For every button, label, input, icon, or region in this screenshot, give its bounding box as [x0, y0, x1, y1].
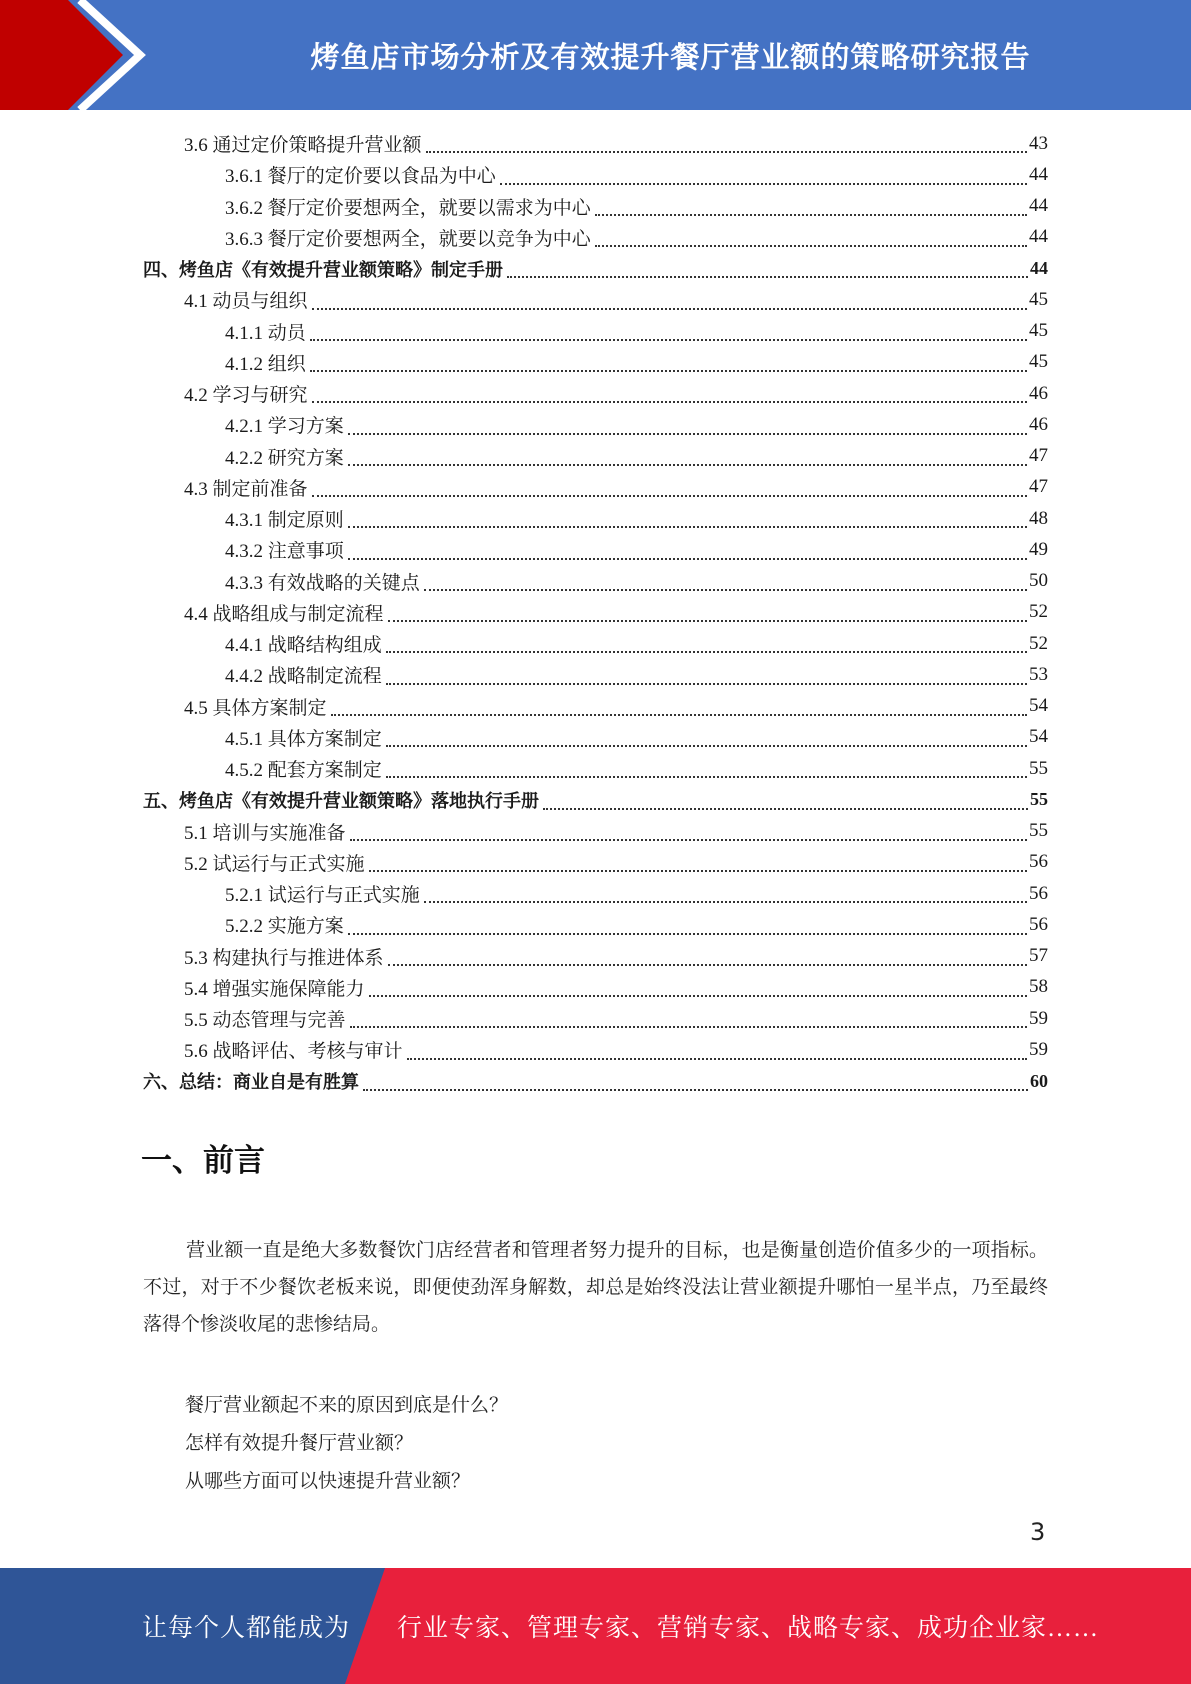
toc-leader-dots	[369, 852, 1027, 872]
intro-paragraph: 营业额一直是绝大多数餐饮门店经营者和管理者努力提升的目标，也是衡量创造价值多少的一项指标。不过，对于不少餐饮老板来说，即便使劲浑身解数，却总是始终没法让营业额提升哪怕一星半点，乃至最终落得个惨淡收尾的悲惨结局。	[143, 1240, 1048, 1335]
toc-entry-title: 五、烤鱼店《有效提升营业额策略》落地执行手册	[143, 790, 539, 812]
toc-entry[interactable]	[143, 503, 1048, 534]
toc-entry[interactable]	[143, 941, 1048, 972]
toc-entry[interactable]	[143, 722, 1048, 753]
toc-leader-dots	[595, 196, 1027, 216]
toc-entry-page: 55	[1029, 757, 1048, 779]
toc-entry[interactable]	[143, 284, 1048, 315]
toc-entry-title: 4.5 具体方案制定	[184, 697, 327, 719]
toc-leader-dots	[350, 821, 1027, 841]
toc-entry-title: 4.1.2 组织	[225, 353, 306, 375]
toc-entry[interactable]	[143, 441, 1048, 472]
toc-entry-title: 5.2 试运行与正式实施	[184, 853, 365, 875]
toc-entry-title: 六、总结：商业自是有胜算	[143, 1072, 359, 1094]
toc-leader-dots	[331, 696, 1027, 716]
toc-leader-dots	[507, 258, 1028, 278]
toc-leader-dots	[348, 915, 1027, 935]
toc-leader-dots	[386, 727, 1027, 747]
question-line: 怎样有效提升餐厅营业额？	[185, 1433, 414, 1454]
toc-entry[interactable]	[143, 566, 1048, 597]
toc-entry[interactable]	[143, 753, 1048, 784]
toc-entry-page: 56	[1029, 882, 1048, 904]
question-line: 餐厅营业额起不来的原因到底是什么？	[185, 1395, 509, 1416]
toc-leader-dots	[500, 165, 1027, 185]
toc-entry-page: 43	[1029, 132, 1048, 154]
toc-entry-title: 5.2.1 试运行与正式实施	[225, 885, 420, 907]
toc-entry[interactable]	[143, 816, 1048, 847]
toc-entry-title: 4.4.1 战略结构组成	[225, 635, 382, 657]
toc-leader-dots	[348, 446, 1027, 466]
toc-entry-page: 53	[1029, 663, 1048, 685]
toc-entry-page: 44	[1030, 258, 1048, 279]
toc-entry-page: 54	[1029, 695, 1048, 717]
toc-entry[interactable]	[143, 1034, 1048, 1065]
toc-entry[interactable]	[143, 972, 1048, 1003]
toc-entry-title: 3.6.1 餐厅的定价要以食品为中心	[225, 166, 496, 188]
toc-entry[interactable]	[143, 222, 1048, 253]
toc-entry-page: 55	[1029, 820, 1048, 842]
toc-entry-title: 4.2.2 研究方案	[225, 447, 344, 469]
toc-entry[interactable]	[143, 472, 1048, 503]
toc-entry-title: 4.1 动员与组织	[184, 291, 308, 313]
toc-entry-page: 44	[1029, 226, 1048, 248]
toc-entry[interactable]	[143, 253, 1048, 284]
page-footer	[0, 1568, 1191, 1684]
toc-entry[interactable]	[143, 534, 1048, 565]
toc-leader-dots	[386, 633, 1027, 653]
toc-entry-title: 5.2.2 实施方案	[225, 916, 344, 938]
toc-entry-title: 3.6.2 餐厅定价要想两全，就要以需求为中心	[225, 197, 591, 219]
toc-leader-dots	[595, 227, 1027, 247]
toc-leader-dots	[348, 508, 1027, 528]
toc-leader-dots	[386, 665, 1027, 685]
toc-entry-title: 4.2.1 学习方案	[225, 416, 344, 438]
toc-entry[interactable]	[143, 191, 1048, 222]
toc-entry-title: 5.1 培训与实施准备	[184, 822, 346, 844]
toc-leader-dots	[543, 790, 1028, 810]
report-title: 烤鱼店市场分析及有效提升餐厅营业额的策略研究报告	[310, 39, 1031, 74]
toc-entry-page: 50	[1029, 570, 1048, 592]
toc-entry-title: 4.3.2 注意事项	[225, 541, 344, 563]
toc-leader-dots	[426, 133, 1027, 153]
page-header	[0, 0, 1191, 110]
toc-entry[interactable]	[143, 378, 1048, 409]
toc-entry-title: 5.3 构建执行与推进体系	[184, 947, 384, 969]
toc-leader-dots	[350, 1008, 1027, 1028]
toc-entry[interactable]	[143, 878, 1048, 909]
toc-leader-dots	[348, 540, 1027, 560]
toc-entry-title: 4.1.1 动员	[225, 322, 306, 344]
question-line: 从哪些方面可以快速提升营业额？	[185, 1471, 471, 1492]
toc-entry-page: 59	[1029, 1038, 1048, 1060]
toc-entry[interactable]	[143, 159, 1048, 190]
toc-entry[interactable]	[143, 409, 1048, 440]
toc-entry-page: 48	[1029, 507, 1048, 529]
toc-entry-page: 44	[1029, 195, 1048, 217]
toc-entry-page: 60	[1030, 1070, 1048, 1091]
section-heading: 一、前言	[141, 1143, 265, 1179]
toc-entry[interactable]	[143, 691, 1048, 722]
toc-entry[interactable]	[143, 784, 1048, 815]
toc-entry-title: 5.4 增强实施保障能力	[184, 978, 365, 1000]
toc-entry-title: 4.4 战略组成与制定流程	[184, 603, 384, 625]
toc-entry-page: 56	[1029, 851, 1048, 873]
toc-entry[interactable]	[143, 597, 1048, 628]
toc-entry[interactable]	[143, 347, 1048, 378]
toc-entry-page: 45	[1029, 288, 1048, 310]
toc-entry-title: 5.6 战略评估、考核与审计	[184, 1041, 403, 1063]
toc-leader-dots	[312, 383, 1027, 403]
toc-entry-page: 47	[1029, 445, 1048, 467]
toc-leader-dots	[369, 977, 1027, 997]
toc-leader-dots	[424, 883, 1027, 903]
toc-entry-page: 46	[1029, 413, 1048, 435]
toc-entry-page: 52	[1029, 632, 1048, 654]
toc-entry[interactable]	[143, 1066, 1048, 1097]
toc-leader-dots	[388, 602, 1027, 622]
toc-leader-dots	[310, 321, 1027, 341]
toc-entry-page: 52	[1029, 601, 1048, 623]
toc-leader-dots	[363, 1071, 1028, 1091]
toc-leader-dots	[424, 571, 1027, 591]
toc-entry[interactable]	[143, 909, 1048, 940]
toc-entry-page: 55	[1030, 789, 1048, 810]
toc-entry-title: 4.3 制定前准备	[184, 478, 308, 500]
toc-entry-page: 59	[1029, 1007, 1048, 1029]
toc-entry[interactable]	[143, 1003, 1048, 1034]
toc-entry-page: 49	[1029, 538, 1048, 560]
footer-slogan-right: 行业专家、管理专家、营销专家、战略专家、成功企业家……	[397, 1615, 1100, 1642]
toc-entry-page: 58	[1029, 976, 1048, 998]
toc-entry-page: 45	[1029, 320, 1048, 342]
toc-leader-dots	[310, 352, 1027, 372]
toc-entry[interactable]	[143, 847, 1048, 878]
header-arrow-decoration	[0, 0, 150, 110]
toc-leader-dots	[407, 1040, 1027, 1060]
toc-entry-title: 4.2 学习与研究	[184, 385, 308, 407]
table-of-contents	[143, 128, 1048, 1097]
toc-entry-title: 四、烤鱼店《有效提升营业额策略》制定手册	[143, 259, 503, 281]
toc-entry-title: 4.4.2 战略制定流程	[225, 666, 382, 688]
toc-leader-dots	[386, 758, 1027, 778]
toc-entry-page: 56	[1029, 913, 1048, 935]
toc-leader-dots	[312, 477, 1027, 497]
footer-slogan-left: 让每个人都能成为	[142, 1615, 351, 1642]
toc-entry-title: 3.6 通过定价策略提升营业额	[184, 135, 422, 157]
toc-entry-title: 3.6.3 餐厅定价要想两全，就要以竞争为中心	[225, 228, 591, 250]
toc-leader-dots	[388, 946, 1027, 966]
page-number: 3	[1030, 1518, 1046, 1546]
toc-entry[interactable]	[143, 128, 1048, 159]
toc-entry-page: 57	[1029, 945, 1048, 967]
toc-entry-page: 45	[1029, 351, 1048, 373]
toc-entry-title: 4.3.1 制定原则	[225, 510, 344, 532]
toc-leader-dots	[312, 290, 1027, 310]
toc-entry-page: 44	[1029, 163, 1048, 185]
toc-entry-title: 4.5.2 配套方案制定	[225, 760, 382, 782]
toc-entry-title: 4.3.3 有效战略的关键点	[225, 572, 420, 594]
toc-entry-title: 4.5.1 具体方案制定	[225, 728, 382, 750]
toc-entry[interactable]	[143, 659, 1048, 690]
toc-entry[interactable]	[143, 316, 1048, 347]
toc-entry-title: 5.5 动态管理与完善	[184, 1010, 346, 1032]
toc-entry-page: 47	[1029, 476, 1048, 498]
toc-entry-page: 54	[1029, 726, 1048, 748]
toc-entry[interactable]	[143, 628, 1048, 659]
toc-entry-page: 46	[1029, 382, 1048, 404]
toc-leader-dots	[348, 415, 1027, 435]
